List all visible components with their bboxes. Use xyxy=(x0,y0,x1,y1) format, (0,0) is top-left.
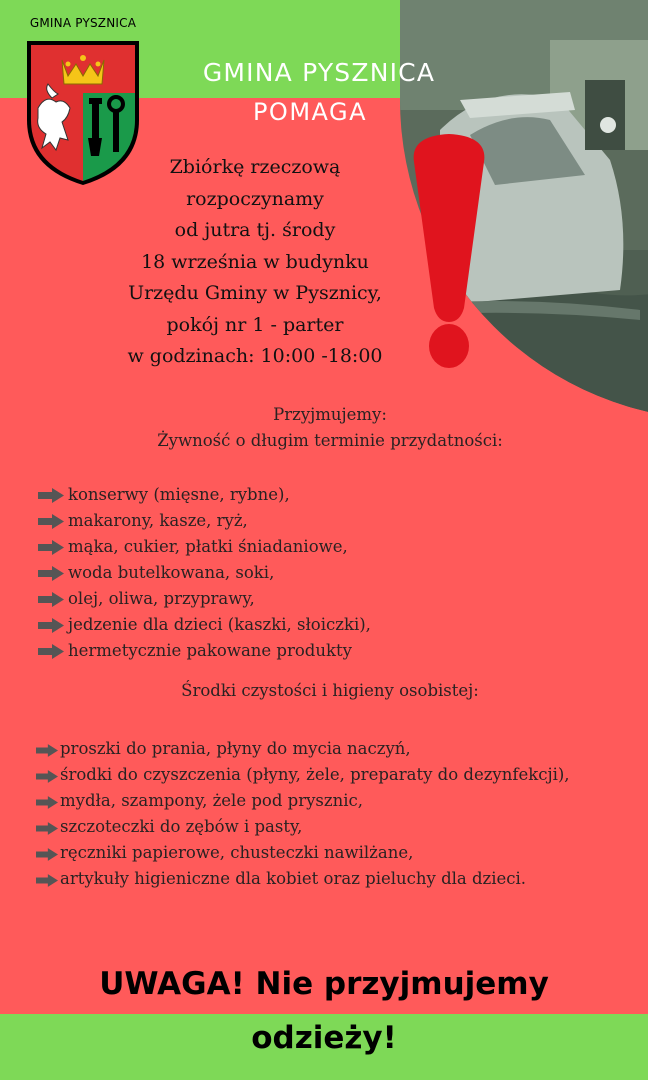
arrow-right-icon xyxy=(36,874,58,887)
list-item-text: mąka, cukier, płatki śniadaniowe, xyxy=(68,537,348,556)
intro-line: w godzinach: 10:00 -18:00 xyxy=(127,345,383,367)
arrow-right-icon xyxy=(36,822,58,835)
intro-line: rozpoczynamy xyxy=(186,187,324,210)
intro-line: Urzędu Gminy w Pysznicy, xyxy=(128,282,382,304)
intro-line: pokój nr 1 - parter xyxy=(166,313,344,336)
list-item xyxy=(36,866,592,892)
title-line-2: POMAGA xyxy=(252,98,368,126)
arrow-right-icon xyxy=(38,540,64,555)
intro-line: 18 września w budynku xyxy=(141,250,369,273)
list-item-text: artykuły higieniczne dla kobiet oraz pieluchy dla dzieci. xyxy=(60,869,527,888)
list-item-text: olej, oliwa, przyprawy, xyxy=(68,589,255,608)
title-line-1: GMINA PYSZNICA xyxy=(202,58,436,87)
list-item-text: szczoteczki do zębów i pasty, xyxy=(60,817,303,836)
arrow-right-icon xyxy=(36,796,58,809)
arrow-right-icon xyxy=(36,744,58,757)
arrow-right-icon xyxy=(38,566,64,581)
arrow-right-icon xyxy=(38,644,64,659)
accept-heading: Przyjmujemy: xyxy=(273,405,387,424)
list-item xyxy=(38,560,608,586)
list-item xyxy=(38,508,608,534)
warning-line-1: UWAGA! Nie przyjmujemy xyxy=(99,966,549,1002)
food-list xyxy=(38,482,608,664)
list-item xyxy=(38,638,608,664)
list-item xyxy=(36,762,592,788)
list-item xyxy=(36,840,592,866)
arrow-right-icon xyxy=(36,848,58,861)
warning-line-2: odzieży! xyxy=(251,1020,397,1056)
arrow-right-icon xyxy=(36,770,58,783)
list-item-text: mydła, szampony, żele pod prysznic, xyxy=(60,791,363,810)
collection-info xyxy=(60,152,450,373)
list-item-text: jedzenie dla dzieci (kaszki, słoiczki), xyxy=(68,615,371,634)
intro-line: Zbiórkę rzeczową xyxy=(169,156,341,178)
list-item-text: konserwy (mięsne, rybne), xyxy=(68,485,290,504)
logo-label: GMINA PYSZNICA xyxy=(29,16,137,30)
list-item xyxy=(36,788,592,814)
list-item-text: makarony, kasze, ryż, xyxy=(68,511,248,530)
list-item-text: ręczniki papierowe, chusteczki nawilżane, xyxy=(60,843,414,862)
hygiene-heading xyxy=(50,678,610,704)
arrow-right-icon xyxy=(38,618,64,633)
list-item xyxy=(38,482,608,508)
food-section-heading: Żywność o długim terminie przydatności: xyxy=(157,431,503,450)
list-item xyxy=(36,814,592,840)
list-item-text: hermetycznie pakowane produkty xyxy=(68,641,352,660)
list-item-text: środki do czyszczenia (płyny, żele, preparaty do dezynfekcji), xyxy=(60,765,570,784)
list-item xyxy=(36,736,592,762)
arrow-right-icon xyxy=(38,514,64,529)
food-heading xyxy=(50,402,610,454)
arrow-right-icon xyxy=(38,592,64,607)
hygiene-section-heading: Środki czystości i higieny osobistej: xyxy=(181,681,479,700)
list-item xyxy=(38,586,608,612)
list-item-text: proszki do prania, płyny do mycia naczyń, xyxy=(60,739,411,758)
intro-line: od jutra tj. środy xyxy=(174,219,336,241)
arrow-right-icon xyxy=(38,488,64,503)
hygiene-list xyxy=(36,736,592,892)
list-item xyxy=(38,534,608,560)
list-item xyxy=(38,612,608,638)
list-item-text: woda butelkowana, soki, xyxy=(68,563,275,582)
